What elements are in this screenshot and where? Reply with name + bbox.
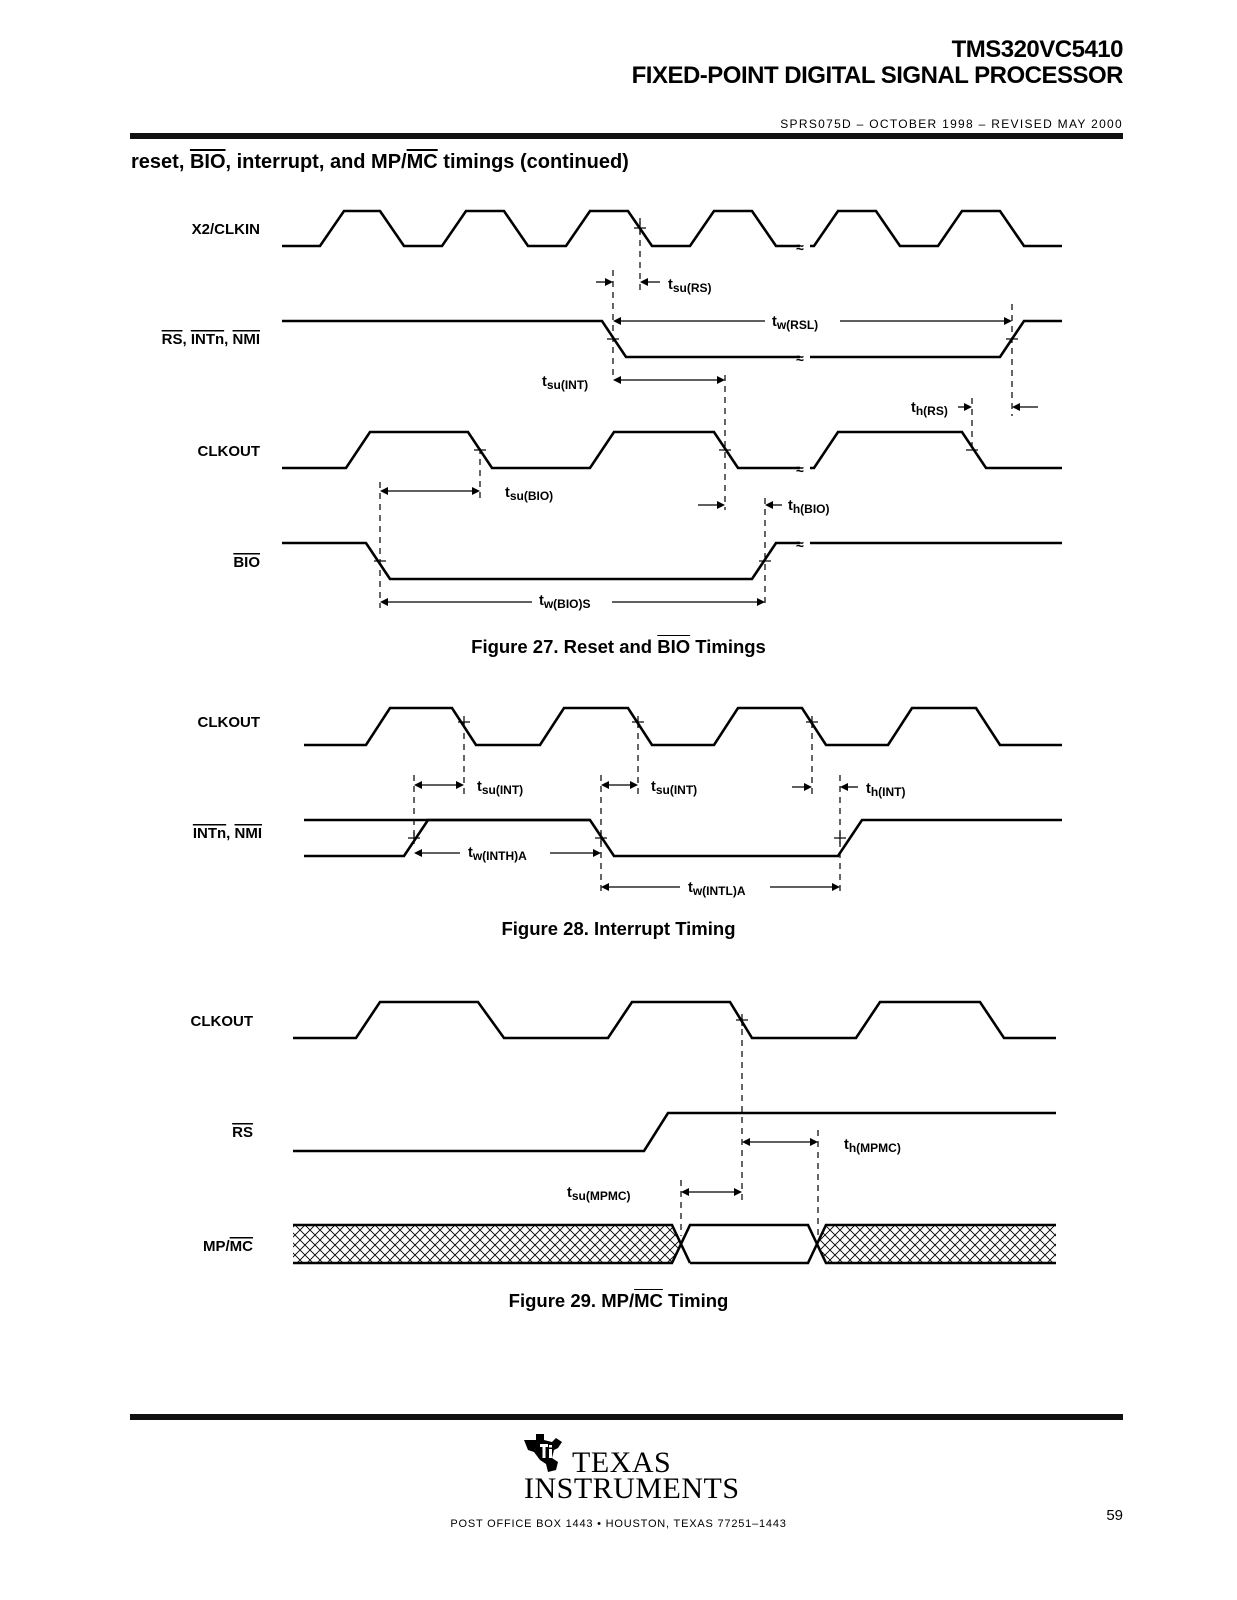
signal-label-rs-fig29: RS <box>232 1124 253 1141</box>
document-reference: SPRS075D – OCTOBER 1998 – REVISED MAY 2000 <box>780 117 1123 131</box>
figure28-caption: Figure 28. Interrupt Timing <box>501 918 736 939</box>
param-tw-intla: $t_{w(INTL)A}$ <box>688 880 746 898</box>
signal-label-x2clkin: X2/CLKIN <box>191 221 260 238</box>
param-tsu-rs: $t_{su(RS)}$ <box>668 277 712 295</box>
figure29-caption: Figure 29. $MP/\overline{MC}$ Timing <box>508 1290 729 1311</box>
svg-text:≈: ≈ <box>796 536 804 552</box>
clkout-waveform-fig27 <box>282 432 1062 468</box>
param-tsu-int-fig28-b: $t_{su(INT)}$ <box>651 779 698 797</box>
param-th-bio: $t_{h(BIO)}$ <box>788 498 830 516</box>
section-heading: reset, $\overline{BIO}$, interrupt, and $MP/\overline{MC}$ timings (continued) <box>131 151 629 173</box>
signal-label-clkout-fig28: CLKOUT <box>197 714 260 731</box>
x2clkin-waveform <box>282 211 1062 246</box>
signal-label-mp-mc: MP/MC <box>203 1238 253 1255</box>
param-th-rs: $t_{h(RS)}$ <box>911 400 948 418</box>
param-tsu-int-fig27: $t_{su(INT)}$ <box>542 374 589 392</box>
bio-waveform <box>282 543 1062 579</box>
rs-waveform <box>282 321 1062 357</box>
intn-waveform-low <box>304 820 590 856</box>
clkout-waveform-fig29 <box>293 1002 1056 1038</box>
signal-label-intn-nmi: INTn, NMI <box>192 825 262 842</box>
param-tsu-mpmc: $t_{su(MPMC)}$ <box>567 1185 631 1203</box>
param-tw-intha: $t_{w(INTH)A}$ <box>468 845 527 863</box>
signal-label-bio: BIO <box>233 554 260 571</box>
clkout-waveform-fig28 <box>304 708 1062 745</box>
param-tsu-int-fig28-a: $t_{su(INT)}$ <box>477 779 524 797</box>
svg-text:≈: ≈ <box>796 350 804 366</box>
document-title: TMS320VC5410 <box>951 36 1123 63</box>
rs-waveform-fig29 <box>293 1113 1056 1151</box>
svg-text:≈: ≈ <box>796 461 804 477</box>
signal-label-clkout: CLKOUT <box>197 443 260 460</box>
param-th-mpmc: $t_{h(MPMC)}$ <box>844 1137 901 1155</box>
param-th-int: $t_{h(INT)}$ <box>866 781 906 799</box>
footer-address: POST OFFICE BOX 1443 • HOUSTON, TEXAS 77251–1443 <box>450 1518 787 1530</box>
figure27-caption: Figure 27. Reset and $\overline{BIO}$ Timings <box>471 636 766 657</box>
signal-label-clkout-fig29: CLKOUT <box>190 1013 253 1030</box>
logo-text-instruments: INSTRUMENTS <box>524 1472 740 1505</box>
page-number: 59 <box>1106 1507 1123 1524</box>
param-tw-bios: $t_{w(BIO)S}$ <box>539 593 591 611</box>
param-tsu-bio: $t_{su(BIO)}$ <box>505 485 554 503</box>
figure27-diagram <box>162 211 1062 611</box>
break-mark: ≈ <box>796 239 804 255</box>
texas-instruments-logo-icon <box>522 1430 570 1474</box>
document-subtitle: FIXED-POINT DIGITAL SIGNAL PROCESSOR <box>631 62 1123 89</box>
signal-label-rs-intn-nmi: RS, INTn, NMI <box>161 331 260 348</box>
logo-text-texas: TEXAS <box>572 1446 672 1479</box>
param-tw-rsl: $t_{w(RSL)}$ <box>772 314 819 332</box>
figure28-diagram <box>193 708 1062 898</box>
footer-rule <box>130 1414 1123 1420</box>
figure29-diagram <box>191 1002 1057 1263</box>
